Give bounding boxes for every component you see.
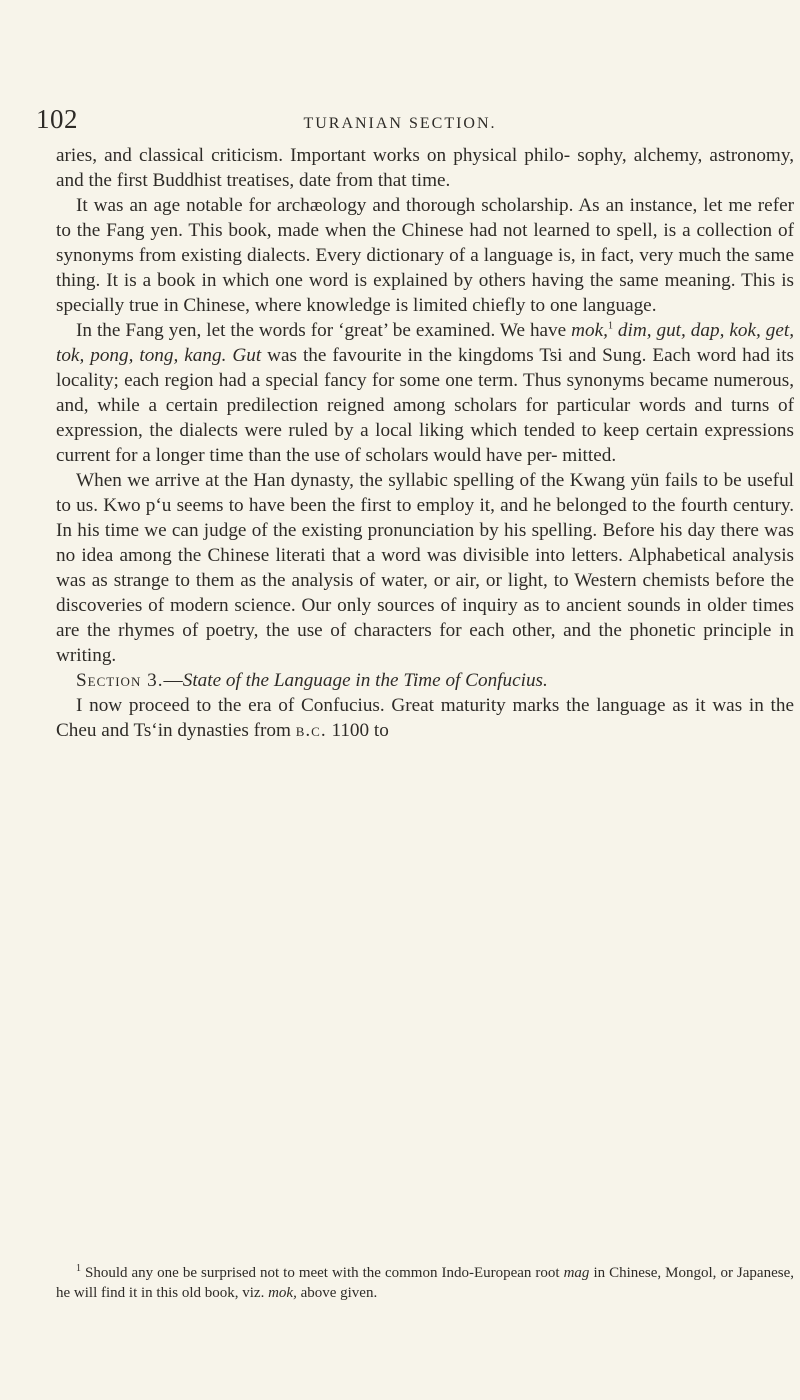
footnote-word-mok: mok, [268, 1285, 297, 1301]
page-number: 102 [36, 104, 78, 134]
era-abbrev: b.c. [295, 720, 327, 741]
paragraph-3-rest: was the favourite in the kingdoms Tsi and Sung. Each word had its locality; each region had a special fancy for some one term. Thus synonyms became numerous, and, while a certain predilection reigned among scholars for particular words and turns of expression, the dialects were ruled by a local liking which tended to keep certain expressions current for a longer time than the use of scholars would have per- mitted. [56, 345, 794, 466]
footnote-word-mag: mag [563, 1265, 590, 1281]
word-mok: mok, [571, 320, 608, 341]
footnote-marker: 1 [76, 1263, 81, 1274]
synonym-list: dim, gut, dap, kok, get, tok, pong, tong, kang. Gut [56, 320, 794, 366]
paragraph-5 [56, 693, 794, 743]
running-head: TURANIAN SECTION. [303, 115, 497, 132]
body-text [56, 143, 794, 743]
footnote-1 [56, 1263, 794, 1303]
paragraph-5-rest: 1100 to [326, 720, 389, 741]
section-title: State of the Language in the Time of Confucius. [182, 670, 548, 691]
paragraph-5-lead: I now proceed to the era of Confucius. Great maturity marks the language as it was in the Cheu and Ts‘in dynasties from [56, 695, 794, 741]
section-label: Section 3. [76, 670, 164, 691]
footnote-text-b: in Chinese, Mongol, or Japanese, he will find it in this old book, viz. [56, 1265, 794, 1301]
paragraph-4: When we arrive at the Han dynasty, the syllabic spelling of the Kwang yün fails to be useful to us. Kwo p‘u seems to have been the first to employ it, and he belonged to the fourth century. In his time we can judge of the existing pronunciation by his spelling. Before his day there was no idea among the Chinese literati that a word was divisible into letters. Alphabetical analysis was as strange to them as the analysis of water, or air, or light, to Western chemists before the discoveries of modern science. Our only sources of inquiry as to ancient sounds in older times are the rhymes of poetry, the use of characters for each other, and the phonetic principle in writing. [56, 470, 794, 666]
footnote-text-c: above given. [296, 1285, 378, 1301]
paragraph-3-lead: In the Fang yen, let the words for ‘great’ be examined. We have [76, 320, 572, 341]
footnote-text-a: Should any one be surprised not to meet with the common Indo-European root [81, 1265, 564, 1281]
footnotes [56, 1263, 794, 1303]
paragraph-1: aries, and classical criticism. Important works on physical philo- sophy, alchemy, astronomy, and the first Buddhist treatises, date from that time. [56, 145, 794, 191]
section-dash: — [163, 670, 183, 691]
section-heading [56, 668, 794, 693]
footnote-ref: 1 [607, 320, 613, 332]
paragraph-2: It was an age notable for archæology and thorough scholarship. As an instance, let me refer to the Fang yen. This book, made when the Chinese had not learned to spell, is a collection of synonyms from existing dialects. Every dictionary of a language is, in fact, very much the same thing. It is a book in which one word is explained by others having the same meaning. This is specially true in Chinese, where knowledge is limited chiefly to one language. [56, 195, 794, 316]
paragraph-3 [56, 318, 794, 468]
